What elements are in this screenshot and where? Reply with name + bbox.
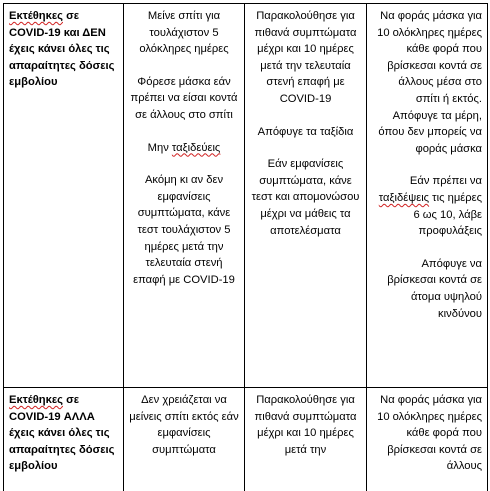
- cell-paragraph: Παρακολούθησε για πιθανά συμπτώματα μέχρι και 10 ημέρες μετά την: [254, 394, 357, 456]
- cell-paragraph: Εάν πρέπει να ταξιδέψεις τις ημέρες 6 ως 10, λάβε προφυλάξεις: [378, 175, 482, 238]
- cell-paragraph: Μείνε σπίτι για τουλάχιστον 5 ολόκληρες ημέρες: [139, 10, 229, 56]
- cell-paragraph: Μην ταξιδεύεις: [147, 141, 221, 154]
- monitor-cell: [245, 388, 367, 491]
- table-row: [4, 388, 488, 491]
- cell-paragraph: Ακόμη κι αν δεν εμφανίσεις συμπτώματα, κάνε τεστ τουλάχιστον 5 ημέρες μετά την τελευταία στενή επαφή με COVID-19: [133, 174, 235, 286]
- row-header-text: Εκτέθηκες σε COVID-19 και ΔΕΝ έχεις κάνει όλες τις απαραίτητες δόσεις εμβολίου: [9, 10, 115, 89]
- cell-paragraph: Παρακολούθησε για πιθανά συμπτώματα μέχρι και 10 ημέρες μετά την τελευταία στενή επαφή με COVID-19: [254, 10, 357, 105]
- row-header-cell: [4, 4, 124, 388]
- spellcheck-word: ταξιδέψεις: [378, 191, 430, 204]
- monitor-cell: [245, 4, 367, 388]
- spellcheck-word: Εκτέθηκες: [9, 10, 63, 22]
- cell-paragraph: Απόφυγε τα ταξίδια: [257, 125, 354, 138]
- cell-paragraph: Να φοράς μάσκα για 10 ολόκληρες ημέρες κάθε φορά που βρίσκεσαι κοντά σε άλλους μέσα στο σπίτι ή εκτός. Απόφυγε τα μέρη, όπου δεν μπορείς να φοράς μάσκα: [377, 10, 482, 155]
- mask-cell: [367, 4, 488, 388]
- spellcheck-word: Εκτέθηκες: [9, 394, 63, 406]
- cell-paragraph: Δεν χρειάζεται να μείνεις σπίτι εκτός εάν εμφανίσεις συμπτώματα: [129, 394, 239, 456]
- guidance-table: [3, 3, 488, 491]
- row-header-cell: [4, 388, 124, 491]
- cell-paragraph: Απόφυγε να βρίσκεσαι κοντά σε άτομα υψηλού κινδύνου: [387, 257, 482, 320]
- mask-cell: [367, 388, 488, 491]
- stay-home-cell: [124, 388, 245, 491]
- table-row: [4, 4, 488, 388]
- cell-paragraph: Εάν εμφανίσεις συμπτώματα, κάνε τεστ και απομονώσου μέχρι να μάθεις τα αποτελέσματα: [251, 158, 360, 237]
- cell-paragraph: Να φοράς μάσκα για 10 ολόκληρες ημέρες κάθε φορά που βρίσκεσαι κοντά σε άλλους: [377, 394, 482, 473]
- stay-home-cell: [124, 4, 245, 388]
- cell-paragraph: Φόρεσε μάσκα εάν πρέπει να είσαι κοντά σε άλλους στο σπίτι: [130, 75, 238, 121]
- row-header-text: Εκτέθηκες σε COVID-19 ΑΛΛΑ έχεις κάνει όλες τις απαραίτητες δόσεις εμβολίου: [9, 394, 115, 473]
- spellcheck-word: ταξιδεύεις: [171, 141, 221, 154]
